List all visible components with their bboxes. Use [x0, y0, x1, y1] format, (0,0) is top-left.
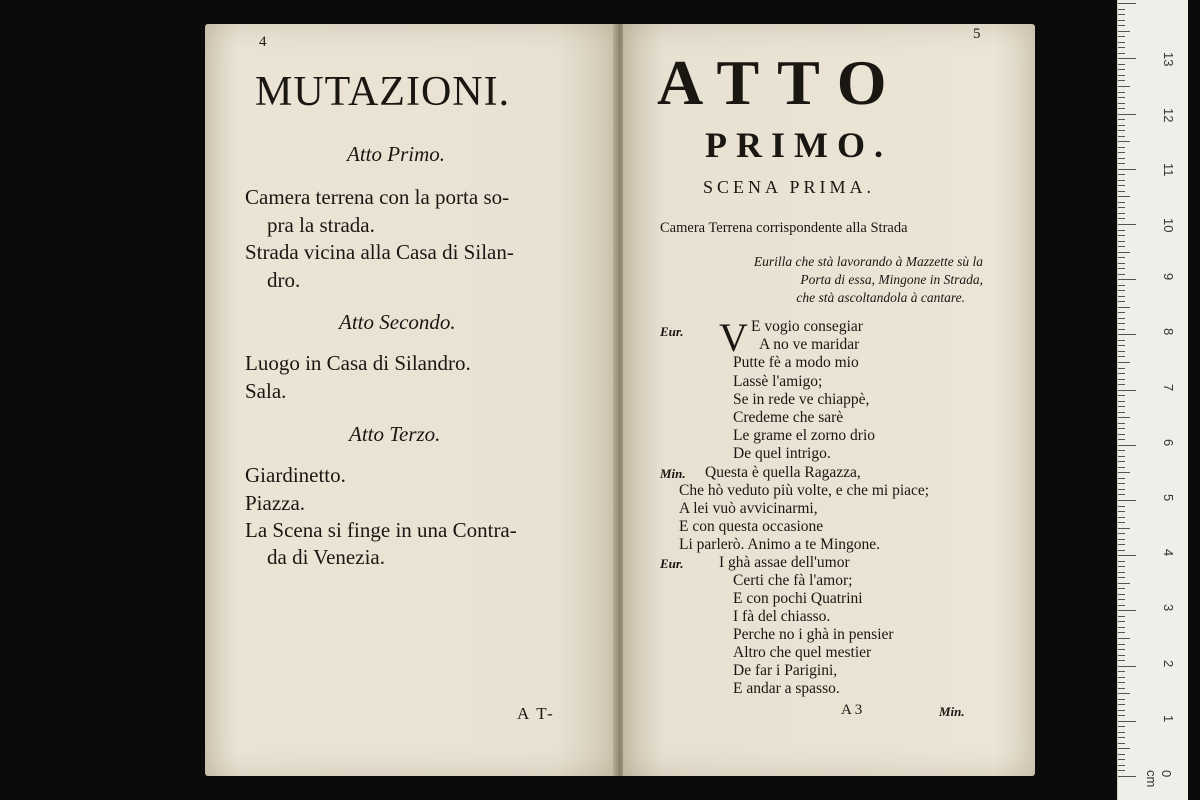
ruler-tick — [1118, 770, 1125, 771]
ruler-tick — [1118, 14, 1125, 15]
ruler-tick — [1118, 677, 1125, 678]
ruler-tick — [1118, 334, 1136, 335]
verse-line: E andar a spasso. — [733, 680, 840, 697]
text-line: Sala. — [245, 379, 287, 403]
ruler-tick — [1118, 108, 1125, 109]
ruler-number: 11 — [1161, 162, 1176, 177]
ruler-tick — [1118, 467, 1125, 468]
ruler-tick — [1118, 671, 1125, 672]
ruler-tick — [1118, 743, 1125, 744]
ruler-tick — [1118, 274, 1125, 275]
ruler-tick — [1118, 340, 1125, 341]
stage-direction: Eurilla che stà lavorando à Mazzette sù la — [753, 254, 983, 269]
ruler-tick — [1118, 610, 1136, 611]
ruler-tick — [1118, 583, 1130, 584]
ruler-tick — [1118, 577, 1125, 578]
ruler-tick — [1118, 759, 1125, 760]
ruler-tick — [1118, 92, 1125, 93]
speaker-label: Eur. — [660, 324, 684, 339]
text-line: Giardinetto. — [245, 463, 346, 487]
ruler-tick — [1118, 224, 1136, 225]
ruler-tick — [1118, 58, 1136, 59]
ruler-tick — [1118, 318, 1125, 319]
ruler-tick — [1118, 180, 1125, 181]
ruler-tick — [1118, 632, 1125, 633]
ruler-tick — [1118, 710, 1125, 711]
act-subtitle: PRIMO. — [705, 125, 892, 165]
verse-line: E vogio consegiar — [751, 318, 863, 335]
ruler-tick — [1118, 395, 1125, 396]
ruler-number: 6 — [1161, 438, 1176, 447]
ruler-tick — [1118, 599, 1125, 600]
page-number: 5 — [973, 26, 981, 42]
ruler-tick — [1118, 605, 1125, 606]
ruler-tick — [1118, 660, 1125, 661]
verse-line: A lei vuò avvicinarmi, — [679, 500, 818, 517]
ruler-tick — [1118, 174, 1125, 175]
ruler-tick — [1118, 141, 1130, 142]
ruler-tick — [1118, 572, 1125, 573]
ruler-tick — [1118, 561, 1125, 562]
ruler-tick — [1118, 726, 1125, 727]
ruler-tick — [1118, 152, 1125, 153]
ruler-tick — [1118, 86, 1130, 87]
ruler-tick — [1118, 539, 1125, 540]
ruler-number: 7 — [1161, 383, 1176, 391]
ruler-number: 4 — [1161, 549, 1176, 557]
ruler-tick — [1118, 31, 1130, 32]
ruler-tick — [1118, 384, 1125, 385]
ruler-tick — [1118, 765, 1125, 766]
text-line: Piazza. — [245, 491, 306, 515]
ruler-number: 3 — [1161, 604, 1176, 612]
ruler-number: 2 — [1161, 659, 1176, 667]
verse-line: Putte fè a modo mio — [733, 354, 859, 371]
stage-direction: Porta di essa, Mingone in Strada, — [800, 272, 983, 287]
verse-line: E con questa occasione — [679, 518, 824, 535]
ruler-tick — [1118, 594, 1125, 595]
open-book — [205, 24, 1035, 776]
speaker-label: Eur. — [660, 556, 684, 571]
ruler-tick — [1118, 53, 1125, 54]
ruler-tick — [1118, 42, 1125, 43]
ruler-tick — [1118, 417, 1130, 418]
ruler-tick — [1118, 682, 1125, 683]
ruler-tick — [1118, 207, 1125, 208]
ruler-tick — [1118, 489, 1125, 490]
ruler-tick — [1118, 428, 1125, 429]
ruler-number: 1 — [1161, 714, 1176, 723]
ruler-tick — [1118, 36, 1125, 37]
ruler-tick — [1118, 285, 1125, 286]
ruler-tick — [1118, 522, 1125, 523]
ruler-tick — [1118, 196, 1130, 197]
verse-line: De far i Parigini, — [733, 662, 838, 679]
verse-line: Questa è quella Ragazza, — [705, 464, 861, 481]
ruler-tick — [1118, 461, 1125, 462]
verse-line: A no ve maridar — [759, 336, 860, 353]
ruler-tick — [1118, 439, 1125, 440]
ruler-tick — [1118, 114, 1136, 115]
ruler-tick — [1118, 368, 1125, 369]
ruler-tick — [1118, 423, 1125, 424]
ruler-tick — [1118, 655, 1125, 656]
ruler-tick — [1118, 119, 1125, 120]
act-heading: Atto Terzo. — [349, 422, 441, 446]
ruler-tick — [1118, 323, 1125, 324]
ruler-tick — [1118, 616, 1125, 617]
page-number: 4 — [259, 34, 267, 50]
ruler-tick — [1118, 147, 1125, 148]
verse-line: Perche no i ghà in pensier — [733, 626, 894, 643]
verse-line: Altro che quel mestier — [733, 644, 872, 661]
ruler-number: 12 — [1161, 107, 1176, 123]
text-line: La Scena si finge in una Contra- — [245, 518, 517, 542]
text-line: Luogo in Casa di Silandro. — [245, 351, 471, 375]
ruler-tick — [1118, 9, 1125, 10]
ruler-tick — [1118, 125, 1125, 126]
ruler-tick — [1118, 649, 1125, 650]
ruler-tick — [1118, 401, 1125, 402]
ruler-tick — [1118, 494, 1125, 495]
ruler-tick — [1118, 666, 1136, 667]
scene-heading: SCENA PRIMA. — [703, 177, 876, 197]
verse-line: Che hò veduto più volte, e che mi piace; — [679, 482, 930, 499]
ruler-tick — [1118, 390, 1136, 391]
ruler-tick — [1118, 301, 1125, 302]
ruler-tick — [1118, 80, 1125, 81]
ruler-tick — [1118, 721, 1136, 722]
ruler-tick — [1118, 191, 1125, 192]
ruler-tick — [1118, 307, 1130, 308]
verse-line: De quel intrigo. — [733, 445, 831, 462]
ruler-tick — [1118, 3, 1136, 4]
ruler-tick — [1118, 478, 1125, 479]
verse-line: Li parlerò. Animo a te Mingone. — [679, 536, 881, 553]
ruler-tick — [1118, 202, 1125, 203]
ruler-tick — [1118, 257, 1125, 258]
ruler-tick — [1118, 163, 1125, 164]
ruler-number: 8 — [1161, 328, 1176, 336]
ruler-tick — [1118, 252, 1130, 253]
ruler-tick — [1118, 699, 1125, 700]
act-heading: Atto Primo. — [347, 142, 445, 166]
ruler-tick — [1118, 737, 1125, 738]
verse-line: I fà del chiasso. — [733, 608, 831, 625]
catchword: Min. — [939, 704, 965, 719]
verse-line: Certi che fà l'amor; — [733, 572, 853, 589]
catchword: A T- — [517, 704, 555, 723]
ruler-tick — [1118, 130, 1125, 131]
ruler-tick — [1118, 235, 1125, 236]
ruler-tick — [1118, 246, 1125, 247]
ruler-tick — [1118, 351, 1125, 352]
ruler-tick — [1118, 406, 1125, 407]
ruler-tick — [1118, 450, 1125, 451]
ruler-tick — [1118, 290, 1125, 291]
scene-setting: Camera Terrena corrispondente alla Strada — [660, 220, 908, 236]
ruler-tick — [1118, 627, 1125, 628]
text-line: dro. — [267, 268, 301, 292]
page-title: MUTAZIONI. — [255, 69, 511, 115]
ruler-tick — [1118, 218, 1125, 219]
ruler-tick — [1118, 69, 1125, 70]
ruler-tick — [1118, 483, 1125, 484]
ruler-number: 10 — [1161, 218, 1176, 233]
ruler-tick — [1118, 158, 1125, 159]
ruler-tick — [1118, 748, 1130, 749]
left-page — [205, 24, 617, 776]
text-line: Camera terrena con la porta so- — [245, 185, 510, 209]
ruler-tick — [1118, 555, 1136, 556]
ruler-tick — [1118, 373, 1125, 374]
ruler-tick — [1118, 263, 1125, 264]
ruler-tick — [1118, 688, 1125, 689]
verse-line: Lassè l'amigo; — [733, 373, 823, 390]
speaker-label: Min. — [660, 466, 686, 481]
ruler-tick — [1118, 588, 1125, 589]
verse-line: I ghà assae dell'umor — [719, 554, 850, 571]
ruler-tick — [1118, 456, 1125, 457]
ruler-tick — [1118, 379, 1125, 380]
text-line: da di Venezia. — [267, 545, 385, 569]
ruler-tick — [1118, 506, 1125, 507]
act-title: ATTO — [657, 47, 905, 118]
right-page — [623, 24, 1035, 776]
ruler-tick — [1118, 566, 1125, 567]
ruler-tick — [1118, 136, 1125, 137]
text-line: pra la strada. — [267, 213, 375, 237]
ruler-tick — [1118, 345, 1125, 346]
ruler-number: 5 — [1161, 494, 1176, 502]
ruler-tick — [1118, 732, 1125, 733]
ruler-tick — [1118, 25, 1125, 26]
ruler-tick — [1118, 230, 1125, 231]
ruler-tick — [1118, 511, 1125, 512]
ruler-tick — [1118, 47, 1125, 48]
ruler-tick — [1118, 434, 1125, 435]
ruler-tick — [1118, 500, 1136, 501]
ruler-tick — [1118, 185, 1125, 186]
text-line: Strada vicina alla Casa di Silan- — [245, 240, 514, 264]
ruler-tick — [1118, 638, 1130, 639]
signature-mark: A 3 — [841, 702, 863, 718]
ruler-tick — [1118, 329, 1125, 330]
ruler-tick — [1118, 621, 1125, 622]
ruler-unit-label: 0 cm — [1144, 770, 1174, 788]
measurement-ruler — [1117, 0, 1188, 800]
ruler-tick — [1118, 776, 1136, 777]
ruler-tick — [1118, 445, 1136, 446]
act-heading: Atto Secondo. — [339, 310, 456, 334]
ruler-tick — [1118, 412, 1125, 413]
ruler-tick — [1118, 20, 1125, 21]
ruler-tick — [1118, 213, 1125, 214]
ruler-tick — [1118, 279, 1136, 280]
verse-line: Le grame el zorno drio — [733, 427, 876, 444]
ruler-tick — [1118, 169, 1136, 170]
drop-cap: V — [719, 315, 748, 360]
verse-line: Se in rede ve chiappè, — [733, 391, 870, 408]
ruler-tick — [1118, 356, 1125, 357]
ruler-tick — [1118, 693, 1130, 694]
ruler-tick — [1118, 241, 1125, 242]
ruler-tick — [1118, 544, 1125, 545]
ruler-tick — [1118, 715, 1125, 716]
stage-direction: che stà ascoltandola à cantare. — [796, 290, 965, 305]
ruler-tick — [1118, 754, 1125, 755]
ruler-tick — [1118, 517, 1125, 518]
ruler-tick — [1118, 268, 1125, 269]
ruler-number: 9 — [1161, 273, 1176, 281]
ruler-tick — [1118, 75, 1125, 76]
ruler-tick — [1118, 644, 1125, 645]
verse-line: Credeme che sarè — [733, 409, 844, 426]
ruler-tick — [1118, 362, 1130, 363]
ruler-tick — [1118, 64, 1125, 65]
ruler-tick — [1118, 533, 1125, 534]
ruler-tick — [1118, 296, 1125, 297]
verse-line: E con pochi Quatrini — [733, 590, 863, 607]
ruler-tick — [1118, 312, 1125, 313]
ruler-number: 13 — [1161, 52, 1176, 67]
ruler-tick — [1118, 528, 1130, 529]
ruler-tick — [1118, 103, 1125, 104]
ruler-tick — [1118, 550, 1125, 551]
ruler-tick — [1118, 97, 1125, 98]
ruler-tick — [1118, 472, 1130, 473]
ruler-tick — [1118, 704, 1125, 705]
